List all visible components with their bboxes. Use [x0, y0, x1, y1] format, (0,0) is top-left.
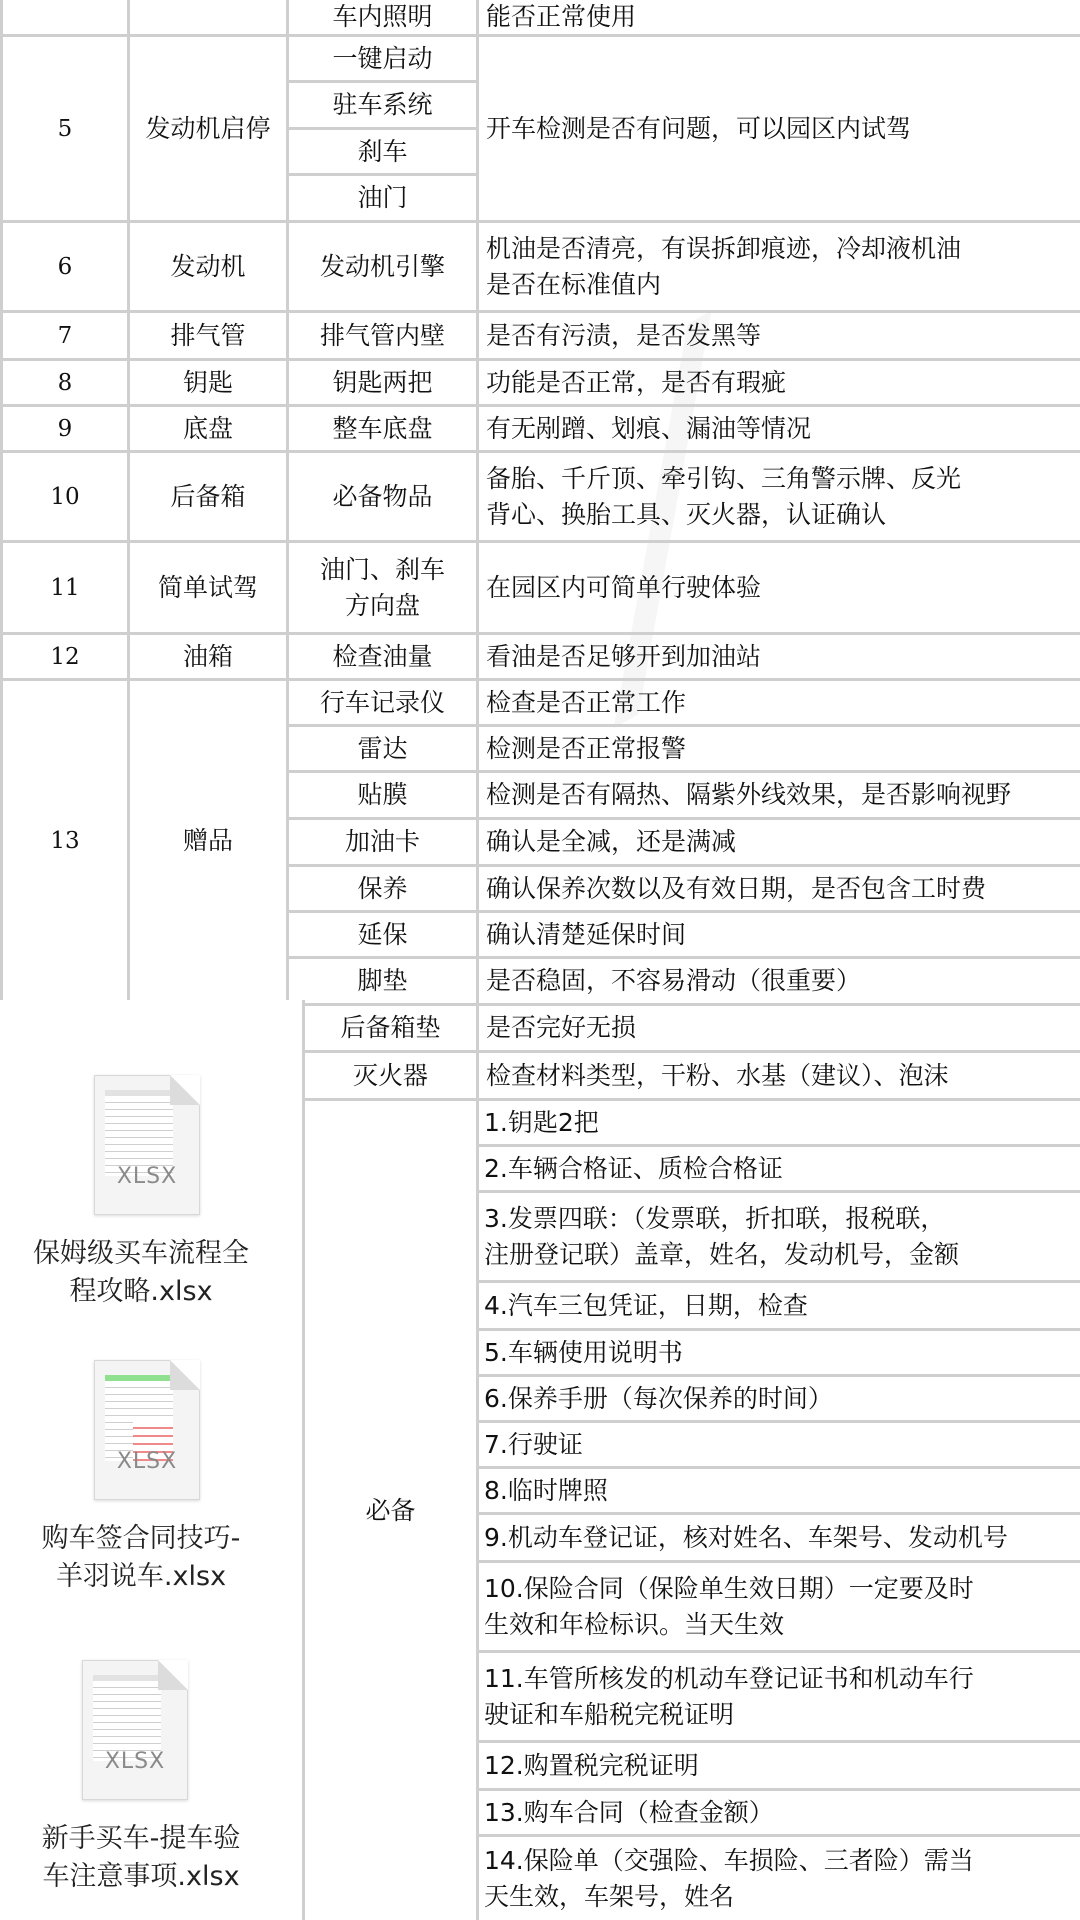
cell-sub-extinguisher: 灭火器	[352, 1060, 428, 1090]
cell-desc-trunk-mat: 是否完好无损	[486, 1013, 637, 1042]
cell-item-fuel-tank: 油箱	[182, 641, 233, 671]
cell-required-item-8: 8.临时牌照	[484, 1475, 608, 1505]
file-attachment-2[interactable]	[6, 1360, 276, 1590]
cell-desc-engine-line1: 机油是否清亮，有误拆卸痕迹，冷却液机油	[486, 233, 962, 263]
cell-sub-test-drive-line1: 油门、刹车	[319, 554, 445, 584]
xlsx-file-icon	[94, 1075, 200, 1215]
cell-desc-dashcam: 检查是否正常工作	[486, 687, 687, 717]
cell-required-item-3	[484, 1193, 1076, 1280]
cell-no-12: 12	[50, 643, 80, 670]
cell-required-item-2: 2.车辆合格证、质检合格证	[484, 1153, 783, 1183]
cell-required-item-6: 6.保养手册（每次保养的时间）	[484, 1383, 833, 1413]
cell-desc-fuel-card: 确认是全减，还是满减	[486, 827, 737, 856]
cell-desc-extinguisher: 检查材料类型，干粉、水基（建议）、泡沫	[486, 1060, 949, 1090]
file-attachment-3[interactable]	[6, 1660, 276, 1890]
cell-required-item-11	[484, 1653, 1076, 1740]
cell-desc-trunk-line1: 备胎、千斤顶、牵引钩、三角警示牌、反光	[486, 463, 962, 493]
page-fold-icon	[170, 1360, 200, 1390]
cell-item-gifts: 赠品	[182, 825, 233, 855]
cell-desc-key: 功能是否正常，是否有瑕疵	[486, 367, 787, 397]
cell-required-item-13: 13.购车合同（检查金额）	[484, 1797, 774, 1827]
cell-sub-radar: 雷达	[357, 733, 408, 763]
file-name-line1: 保姆级买车流程全	[33, 1238, 249, 1269]
cell-desc-window-film: 检测是否有隔热、隔紫外线效果，是否影响视野	[486, 780, 1012, 809]
cell-desc-maintenance: 确认保养次数以及有效日期，是否包含工时费	[486, 873, 987, 903]
cell-required-item-5: 5.车辆使用说明书	[484, 1337, 683, 1367]
xlsx-file-icon	[82, 1660, 188, 1800]
file-name-line1: 购车签合同技巧-	[41, 1523, 241, 1554]
cell-sub-interior-lighting: 车内照明	[332, 2, 433, 31]
cell-desc-engine-line2: 是否在标准值内	[486, 269, 662, 299]
cell-required-item-12: 12.购置税完税证明	[484, 1750, 699, 1780]
cell-item-trunk: 后备箱	[170, 481, 246, 511]
cell-required-item-3-line2: 注册登记联）盖章，姓名，发动机号，金额	[484, 1239, 960, 1269]
cell-sub-essentials: 必备物品	[332, 481, 433, 511]
cell-sub-maintenance: 保养	[357, 873, 408, 903]
cell-required-item-10-line2: 生效和年检标识。当天生效	[484, 1609, 785, 1639]
cell-required-item-4: 4.汽车三包凭证，日期，检查	[484, 1290, 808, 1320]
cell-sub-trunk-mat: 后备箱垫	[340, 1013, 441, 1042]
cell-desc-fuel-tank: 看油是否足够开到加油站	[486, 641, 762, 671]
cell-required-item-11-line2: 驶证和车船税完税证明	[484, 1699, 735, 1729]
cell-desc-extended-warranty: 确认清楚延保时间	[486, 919, 687, 949]
cell-sub-parking-system: 驻车系统	[332, 90, 433, 119]
cell-required-item-14-line2: 天生效，车架号，姓名	[484, 1881, 735, 1911]
cell-no-6: 6	[57, 253, 73, 280]
cell-no-11: 11	[50, 574, 80, 601]
cell-sub-whole-chassis: 整车底盘	[332, 413, 433, 443]
cell-no-10: 10	[50, 483, 80, 510]
page-fold-icon	[170, 1075, 200, 1105]
file-name-line2: 羊羽说车.xlsx	[55, 1561, 227, 1592]
cell-no-8: 8	[57, 369, 73, 396]
xlsx-file-icon	[94, 1360, 200, 1500]
cell-sub-required: 必备	[365, 1495, 416, 1525]
cell-sub-exhaust-inner: 排气管内壁	[319, 320, 445, 350]
page-fold-icon	[158, 1660, 188, 1690]
cell-sub-two-keys: 钥匙两把	[332, 367, 433, 397]
cell-required-item-14-line1: 14.保险单（交强险、车损险、三者险）需当	[484, 1845, 974, 1875]
cell-sub-dashcam: 行车记录仪	[319, 687, 445, 717]
file-ext-label: XLSX	[104, 1749, 166, 1774]
cell-sub-check-fuel: 检查油量	[332, 641, 433, 671]
cell-desc-trunk-line2: 背心、换胎工具、灭火器，认证确认	[486, 499, 887, 529]
cell-item-key: 钥匙	[182, 367, 233, 397]
file-attachment-1[interactable]	[6, 1075, 276, 1305]
cell-required-item-14	[484, 1837, 1076, 1920]
cell-no-5: 5	[57, 115, 73, 142]
cell-item-chassis: 底盘	[182, 413, 233, 443]
cell-sub-engine-engine: 发动机引擎	[319, 251, 445, 281]
file-name-line2: 车注意事项.xlsx	[42, 1861, 240, 1892]
cell-sub-brake: 刹车	[357, 136, 408, 166]
cell-sub-test-drive	[289, 543, 476, 632]
cell-desc-floor-mat: 是否稳固，不容易滑动（很重要）	[486, 966, 862, 995]
file-name-line2: 程攻略.xlsx	[69, 1276, 213, 1307]
cell-sub-floor-mat: 脚垫	[357, 966, 408, 995]
cell-required-item-11-line1: 11.车管所核发的机动车登记证书和机动车行	[484, 1663, 974, 1693]
cell-no-9: 9	[57, 415, 73, 442]
cell-desc-engine-start-stop: 开车检测是否有问题，可以园区内试驾	[486, 113, 912, 143]
cell-desc-engine	[486, 223, 1076, 310]
cell-required-item-3-line1: 3.发票四联：（发票联，折扣联，报税联，	[484, 1203, 946, 1233]
cell-desc-radar: 检测是否正常报警	[486, 733, 687, 763]
cell-required-item-1: 1.钥匙2把	[484, 1107, 599, 1137]
cell-no-13: 13	[50, 827, 80, 854]
cell-item-engine: 发动机	[170, 251, 246, 281]
cell-no-7: 7	[57, 322, 73, 349]
cell-desc-test-drive: 在园区内可简单行驶体验	[486, 572, 762, 602]
cell-sub-throttle: 油门	[357, 183, 408, 212]
cell-item-engine-start-stop: 发动机启停	[145, 113, 271, 143]
cell-required-item-7: 7.行驶证	[484, 1429, 583, 1459]
cell-desc-chassis: 有无剐蹭、划痕、漏油等情况	[486, 413, 812, 443]
file-name-line1: 新手买车-提车验	[41, 1823, 241, 1854]
file-ext-label: XLSX	[116, 1164, 178, 1189]
cell-required-item-10-line1: 10.保险合同（保险单生效日期）一定要及时	[484, 1573, 974, 1603]
cell-sub-extended-warranty: 延保	[357, 919, 408, 949]
cell-desc-interior-lighting: 能否正常使用	[486, 2, 637, 31]
cell-desc-exhaust: 是否有污渍，是否发黑等	[486, 320, 762, 350]
cell-sub-one-key-start: 一键启动	[332, 43, 433, 73]
cell-item-exhaust: 排气管	[170, 320, 246, 350]
cell-sub-fuel-card: 加油卡	[344, 827, 420, 856]
file-ext-label: XLSX	[116, 1449, 178, 1474]
cell-item-test-drive: 简单试驾	[157, 572, 258, 602]
cell-sub-test-drive-line2: 方向盘	[344, 590, 420, 620]
cell-required-item-10	[484, 1563, 1076, 1650]
cell-sub-window-film: 贴膜	[357, 780, 408, 809]
cell-required-item-9: 9.机动车登记证，核对姓名、车架号、发动机号	[484, 1522, 1008, 1552]
cell-desc-trunk	[486, 453, 1076, 540]
